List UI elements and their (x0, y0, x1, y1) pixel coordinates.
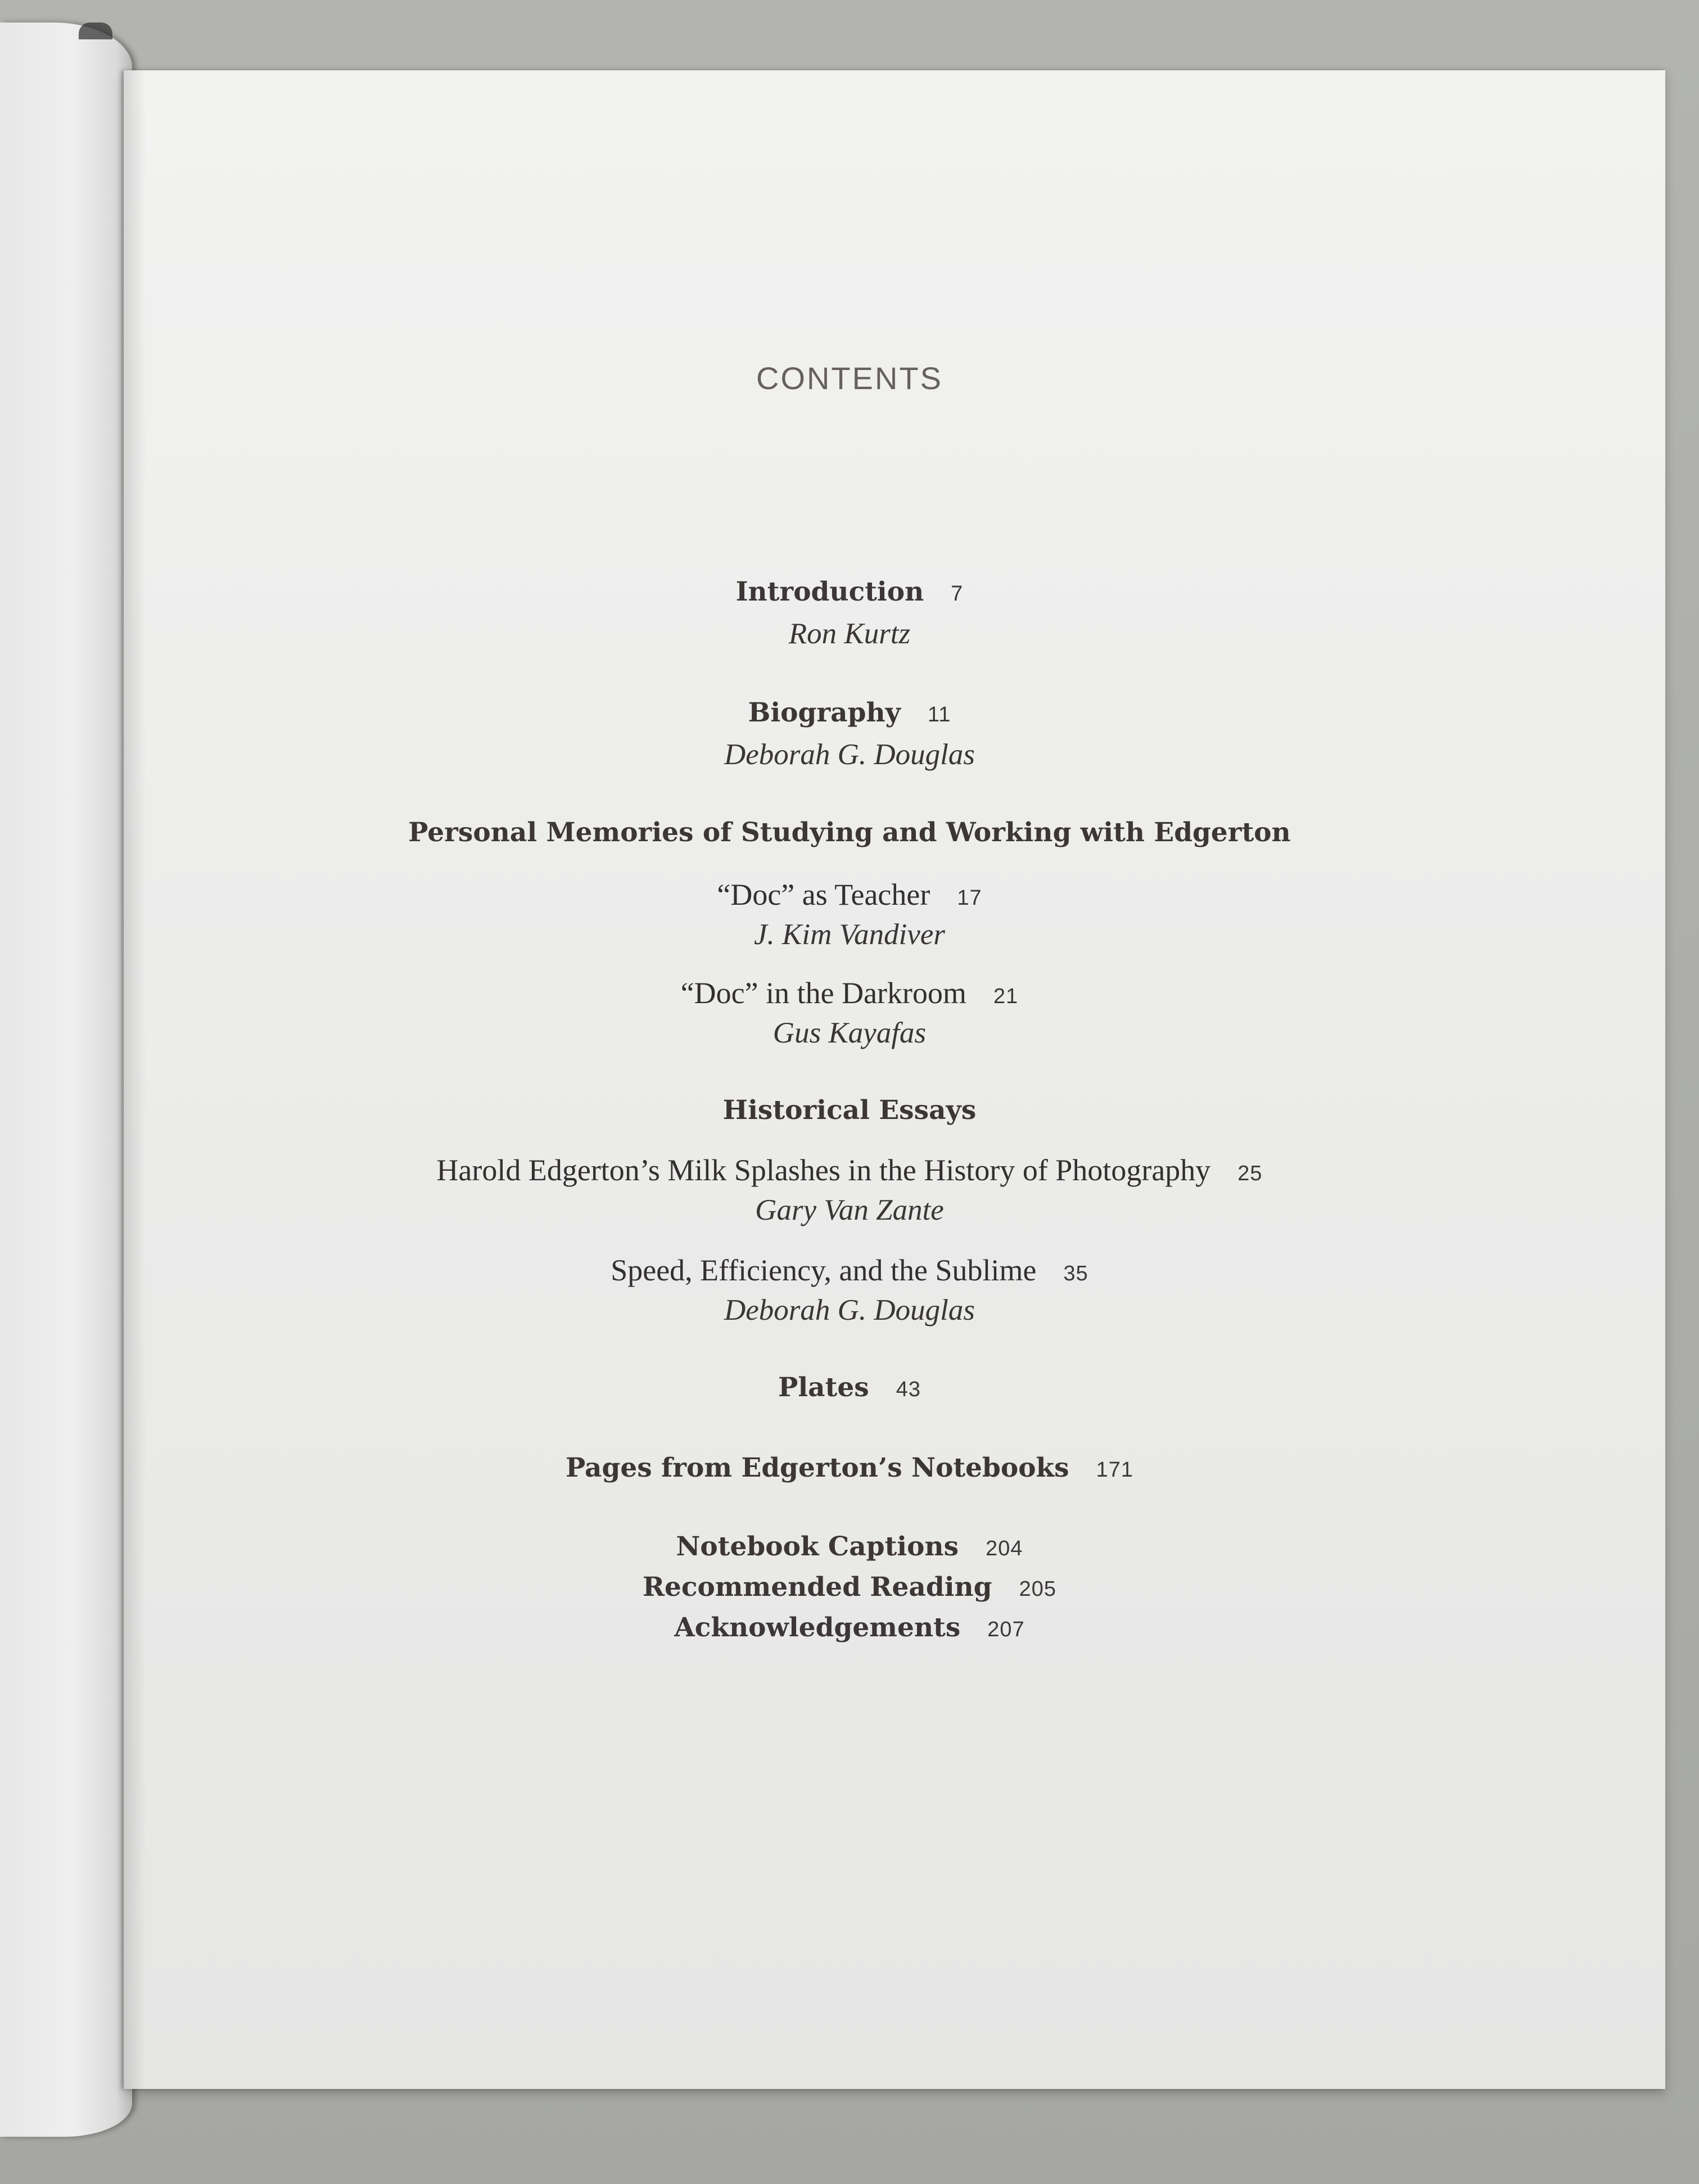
toc-author: Deborah G. Douglas (724, 738, 975, 771)
toc-page-number: 25 (1237, 1162, 1263, 1185)
toc-page-number: 204 (986, 1537, 1023, 1560)
toc-entry-notebook-captions (0, 1531, 1699, 1562)
toc-page-number: 11 (927, 703, 951, 727)
toc-entry-acknowledgements (0, 1612, 1699, 1643)
toc-title: “Doc” as Teacher (717, 878, 930, 911)
toc-page-number: 17 (957, 886, 982, 910)
toc-entry-doc-in-darkroom (0, 976, 1699, 1010)
toc-title: “Doc” in the Darkroom (680, 976, 967, 1010)
toc-title: Harold Edgerton’s Milk Splashes in the History of Photography (436, 1153, 1211, 1187)
toc-title: Speed, Efficiency, and the Sublime (611, 1253, 1037, 1287)
toc-entry-speed-efficiency (0, 1253, 1699, 1288)
toc-title: Biography (748, 697, 901, 728)
toc-title: Pages from Edgerton’s Notebooks (565, 1452, 1069, 1483)
toc-author: Gary Van Zante (755, 1194, 944, 1226)
toc-author: Deborah G. Douglas (724, 1294, 975, 1326)
contents-heading: CONTENTS (756, 360, 943, 396)
toc-title: Recommended Reading (642, 1572, 992, 1603)
toc-page-number: 35 (1063, 1262, 1088, 1285)
toc-title: Introduction (735, 576, 924, 607)
toc-section-historical-essays: Historical Essays (722, 1095, 977, 1126)
left-page-corner (79, 22, 112, 39)
toc-entry-milk-splashes (0, 1153, 1699, 1188)
toc-entry-doc-as-teacher (0, 877, 1699, 912)
left-page-edge (0, 22, 132, 2137)
toc-page-number: 205 (1019, 1577, 1057, 1601)
toc-entry-introduction (0, 576, 1699, 607)
toc-author: Gus Kayafas (772, 1017, 927, 1049)
toc-title: Notebook Captions (676, 1531, 959, 1562)
toc-page-number: 43 (896, 1378, 921, 1401)
toc-author: Ron Kurtz (788, 617, 911, 650)
toc-title: Acknowledgements (674, 1612, 961, 1643)
toc-entry-plates (0, 1372, 1699, 1403)
toc-entry-notebooks (0, 1452, 1699, 1483)
toc-title: Plates (778, 1372, 869, 1403)
toc-section-personal-memories: Personal Memories of Studying and Working with Edgerton (408, 817, 1291, 848)
toc-page-number: 207 (987, 1618, 1025, 1641)
toc-entry-recommended-reading (0, 1572, 1699, 1603)
toc-entry-biography (0, 697, 1699, 728)
toc-page-number: 7 (951, 582, 964, 606)
toc-page-number: 171 (1096, 1458, 1134, 1482)
toc-author: J. Kim Vandiver (753, 918, 946, 951)
toc-page-number: 21 (993, 985, 1019, 1008)
